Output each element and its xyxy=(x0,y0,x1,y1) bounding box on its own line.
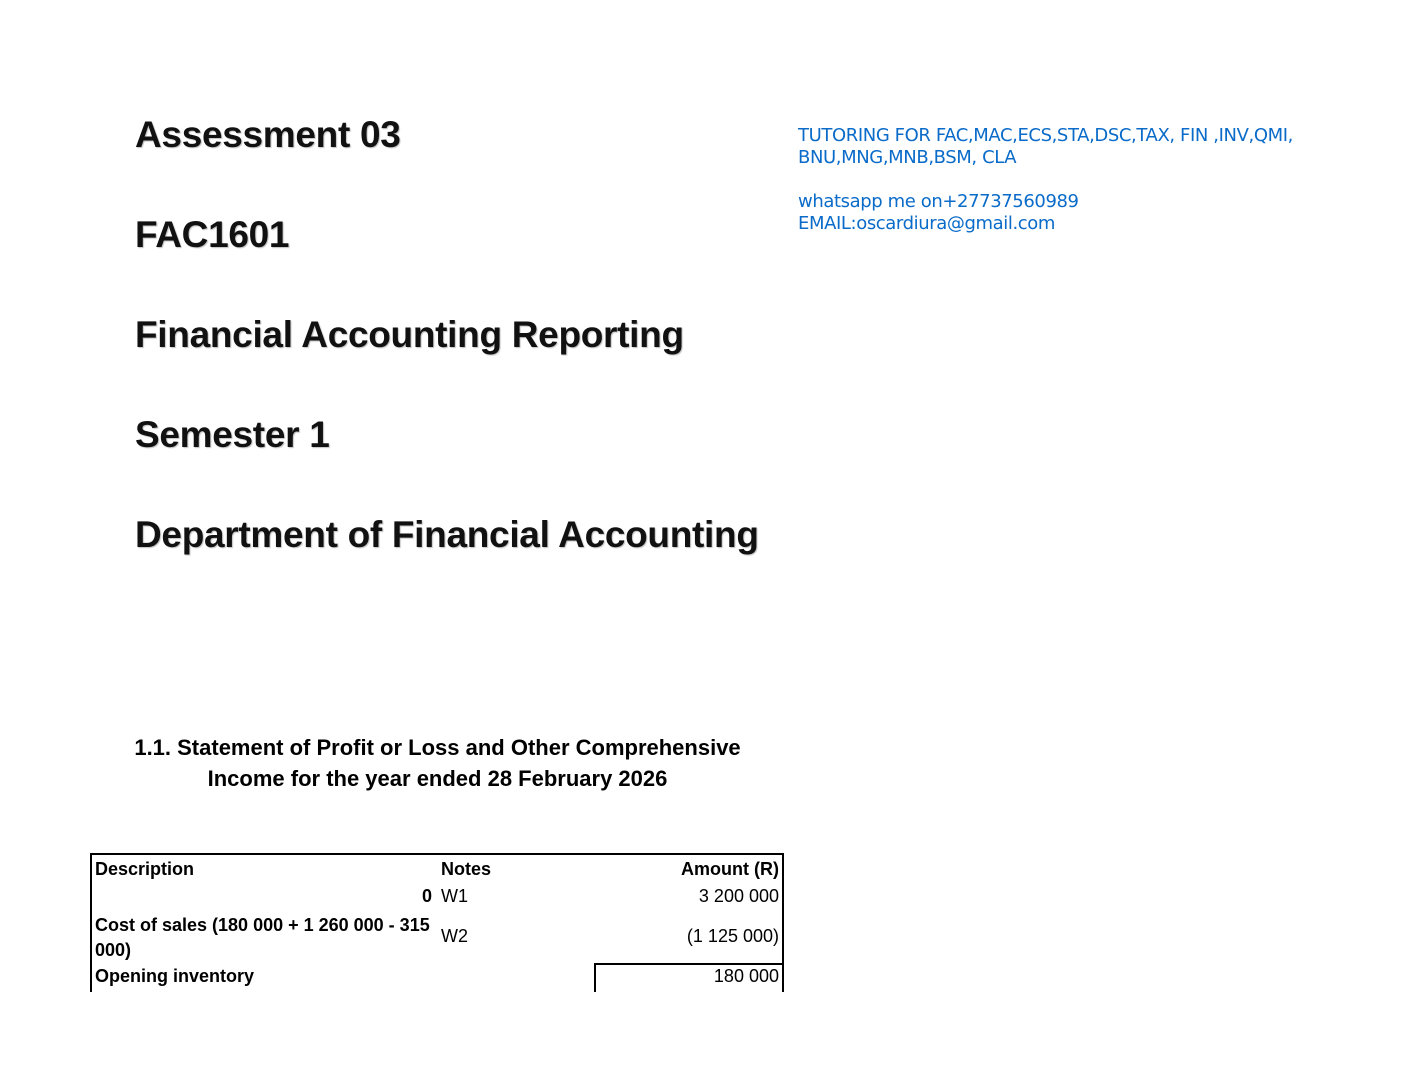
header-description: Description xyxy=(95,859,195,879)
table-row xyxy=(92,912,782,964)
module-name: Financial Accounting Reporting xyxy=(135,314,684,355)
header-notes: Notes xyxy=(441,859,492,879)
statement-table xyxy=(90,853,784,992)
statement-title xyxy=(90,732,785,794)
advert-email: EMAIL:oscardiura@gmail.com xyxy=(798,213,1056,234)
row-amount: 3 200 000 xyxy=(698,886,779,906)
row-amount: 180 000 xyxy=(713,966,779,986)
row-description: 0 xyxy=(422,886,433,906)
table-row xyxy=(92,886,782,913)
table-header-row xyxy=(92,855,782,883)
row-notes: W1 xyxy=(441,886,468,906)
row-amount: (1 125 000) xyxy=(686,926,779,946)
table-row xyxy=(92,966,782,992)
semester: Semester 1 xyxy=(135,414,330,455)
advert-line-subjects: TUTORING FOR FAC,MAC,ECS,STA,DSC,TAX, FIN ,INV,QMI, xyxy=(798,125,1293,146)
module-code: FAC1601 xyxy=(135,214,290,255)
row-description: Cost of sales (180 000 + 1 260 000 - 315 000) xyxy=(95,915,430,960)
advert-line-subjects-cont: BNU,MNG,MNB,BSM, CLA xyxy=(798,147,1017,168)
assessment-title: Assessment 03 xyxy=(135,114,401,155)
statement-title-line2: Income for the year ended 28 February 2026 xyxy=(207,766,668,791)
header-amount: Amount (R) xyxy=(681,859,779,879)
tutoring-advert xyxy=(798,125,1358,235)
department: Department of Financial Accounting xyxy=(135,514,759,555)
advert-whatsapp: whatsapp me on+27737560989 xyxy=(798,191,1079,212)
row-description: Opening inventory xyxy=(95,966,255,986)
statement-title-line1: 1.1. Statement of Profit or Loss and Other Comprehensive xyxy=(134,735,741,760)
row-notes: W2 xyxy=(441,926,468,946)
